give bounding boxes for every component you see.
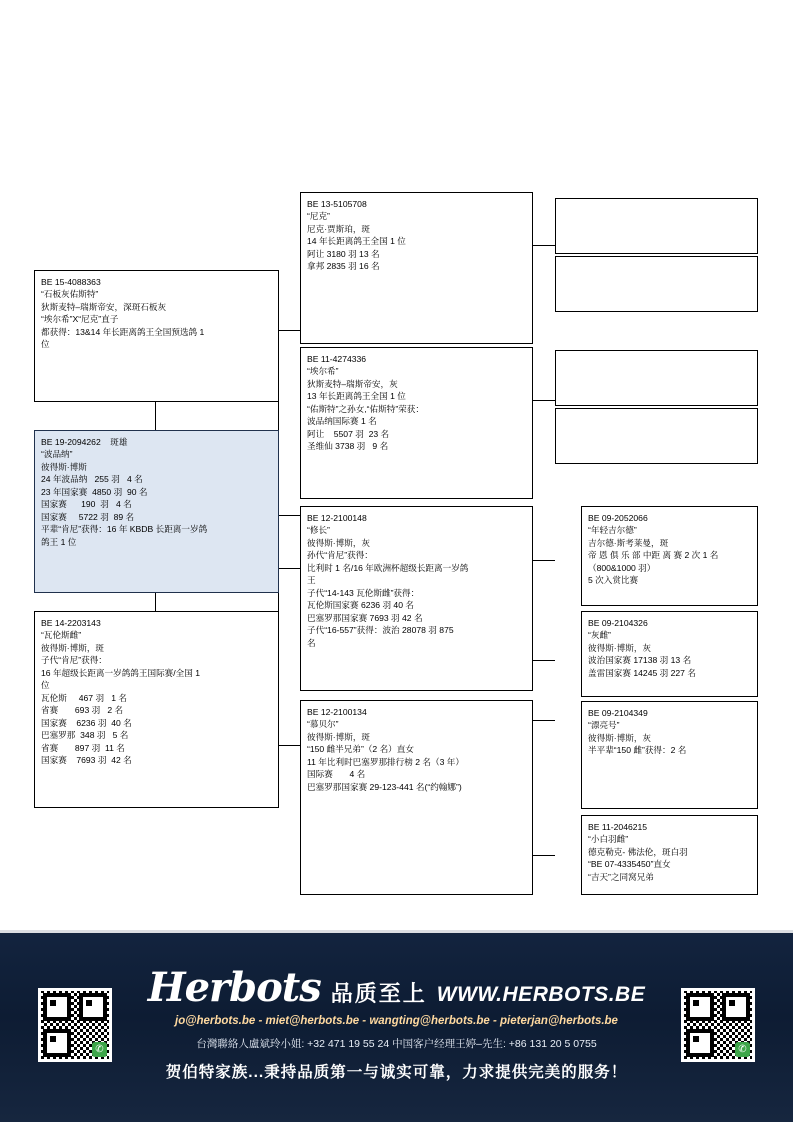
dam-line-5: 位: [41, 680, 50, 691]
ggp8-line-0: BE 11-2046215: [588, 822, 648, 832]
dam-line-3: 子代“肯尼”获得：: [41, 655, 107, 666]
dam-sire-line-1: “修长”: [307, 525, 330, 536]
sire-dam-line-6: 阿让 5507 羽 23 名: [307, 428, 390, 439]
sire-line-5: 位: [41, 339, 50, 350]
brand-block: [0, 964, 793, 1082]
great-grandparent-box-8: [581, 815, 758, 895]
sire-dam-line-1: “埃尔希”: [307, 366, 339, 377]
ggp5-line-0: BE 09-2052066: [588, 513, 648, 523]
ggp6-line-4: 盖雷国家赛 14245 羽 227 名: [588, 667, 696, 678]
ggp7-line-1: “漂亮号”: [588, 720, 620, 731]
great-grandparent-box-7: [581, 701, 758, 809]
sire-dam-line-7: 圣维仙 3738 羽 9 名: [307, 441, 389, 452]
sire-dam-line-2: 狄斯麦特–瑞斯帝安，灰: [307, 378, 398, 389]
ggp7-line-2: 彼得斯·博斯，灰: [588, 732, 652, 743]
sire-line-3: “埃尔希”X“尼克”直子: [41, 314, 119, 325]
brand-name: Herbots: [147, 964, 321, 1011]
dam-dam-line-4: 11 年比利时巴塞罗那排行榜 2 名（3 年）: [307, 756, 464, 767]
ggp5-line-5: 5 次入赏比赛: [588, 575, 639, 586]
sire-sire-line-5: 拿邦 2835 羽 16 名: [307, 261, 380, 272]
dam-line-9: 巴塞罗那 348 羽 5 名: [41, 730, 129, 741]
connector-line: [155, 402, 156, 430]
brand-row: [0, 964, 793, 1011]
sire-dam-line-5: 波品纳国际赛 1 名: [307, 416, 377, 427]
subject-line-2: 彼得斯·博斯: [41, 461, 87, 472]
sire-sire-line-4: 阿让 3180 羽 13 名: [307, 248, 380, 259]
dam-sire-line-5: 王: [307, 575, 316, 586]
connector-line: [533, 560, 555, 561]
connector-line: [533, 245, 555, 246]
connector-line: [155, 593, 156, 611]
connector-line: [278, 330, 300, 331]
subject-line-8: 鸽王 1 位: [41, 536, 77, 547]
ggp5-line-2: 吉尔德·斯考莱曼，斑: [588, 537, 669, 548]
connector-line: [533, 855, 555, 856]
dam-line-10: 省赛 897 羽 11 名: [41, 742, 125, 753]
ggp7-line-0: BE 09-2104349: [588, 708, 648, 718]
dam-sire-line-10: 名: [307, 637, 316, 648]
dam-dam-line-2: 彼得斯·博斯，斑: [307, 731, 371, 742]
sire-line-0: BE 15-4088363: [41, 277, 101, 287]
dam-dam-line-1: “慕贝尔”: [307, 719, 339, 730]
dam-line-4: 16 年超级长距离一岁鸽鸽王国际赛/全国 1: [41, 667, 201, 678]
contact-phones: 台灣聯絡人盧斌玲小姐: +32 471 19 55 24 中国客户经理王婷–先生: +86 131 20 5 0755: [196, 1038, 597, 1050]
sire-sire-line-0: BE 13-5105708: [307, 199, 367, 209]
dam-dam-box: [300, 700, 533, 895]
dam-line-0: BE 14-2203143: [41, 618, 101, 628]
dam-line-11: 国家赛 7693 羽 42 名: [41, 754, 132, 765]
connector-line: [278, 745, 300, 746]
connector-line: [278, 515, 300, 516]
connector-line: [278, 568, 300, 569]
dam-sire-line-3: 孙代“肯尼”获得：: [307, 550, 373, 561]
ggp8-line-3: “BE 07-4335450”直女: [588, 859, 671, 870]
connector-line: [533, 720, 555, 721]
ggp6-line-1: “灰雌”: [588, 630, 611, 641]
ggp8-line-2: 德克勒克- 佛法伦，斑白羽: [588, 846, 688, 857]
subject-line-0: BE 19-2094262 斑雄: [41, 437, 128, 447]
ggp5-line-4: （800&1000 羽）: [588, 562, 656, 573]
dam-sire-line-0: BE 12-2100148: [307, 513, 367, 523]
sire-line-2: 狄斯麦特–瑞斯帝安，深斑石板灰: [41, 301, 167, 312]
sire-dam-line-0: BE 11-4274336: [307, 354, 367, 364]
great-grandparent-box-4: [555, 408, 758, 464]
dam-line-2: 彼得斯·博斯，斑: [41, 642, 105, 653]
ggp7-line-3: 半平辈“150 雌”获得：2 名: [588, 745, 687, 756]
subject-line-7: 平辈“肯尼”获得：16 年 KBDB 长距离一岁鸽: [41, 524, 208, 535]
ggp8-line-4: “吉天”之同窝兄弟: [588, 871, 654, 882]
dam-sire-line-6: 子代“14-143 瓦伦斯雌”获得：: [307, 587, 420, 598]
dam-dam-line-0: BE 12-2100134: [307, 707, 367, 717]
dam-line-8: 国家赛 6236 羽 40 名: [41, 717, 132, 728]
ggp8-line-1: “小白羽雌”: [588, 834, 629, 845]
contact-emails[interactable]: jo@herbots.be - miet@herbots.be - wangting@herbots.be - pieterjan@herbots.be: [175, 1015, 618, 1027]
subject-pigeon-box: [34, 430, 279, 593]
sire-dam-line-4: “佑斯特”之孙女,“佑斯特”荣获：: [307, 403, 424, 414]
dam-dam-line-3: “150 雌半兄弟”（2 名）直女: [307, 744, 414, 755]
dam-sire-line-4: 比利时 1 名/16 年欧洲杯超级长距离一岁鸽: [307, 562, 469, 573]
subject-line-1: “波品纳”: [41, 449, 73, 460]
great-grandparent-box-5: [581, 506, 758, 606]
dam-sire-line-9: 子代“16-557”获得：波治 28078 羽 875: [307, 625, 454, 636]
wechat-icon: ✆: [92, 1042, 107, 1057]
dam-dam-line-5: 国际赛 4 名: [307, 769, 366, 780]
ggp6-line-2: 彼得斯·博斯，灰: [588, 642, 652, 653]
dam-sire-line-2: 彼得斯·博斯，灰: [307, 537, 371, 548]
dam-sire-line-8: 巴塞罗那国家赛 7693 羽 42 名: [307, 612, 423, 623]
connector-line: [533, 400, 555, 401]
sire-dam-box: [300, 347, 533, 499]
subject-line-6: 国家赛 5722 羽 89 名: [41, 511, 135, 522]
wechat-icon: ✆: [735, 1042, 750, 1057]
sire-sire-line-1: “尼克”: [307, 211, 330, 222]
brand-tagline-cn: 品质至上: [330, 981, 427, 1006]
brand-website-link[interactable]: WWW.HERBOTS.BE: [436, 983, 646, 1006]
sire-sire-line-2: 尼克·贾斯珀，斑: [307, 223, 371, 234]
dam-sire-box: [300, 506, 533, 691]
subject-line-5: 国家赛 190 羽 4 名: [41, 499, 132, 510]
dam-box: [34, 611, 279, 808]
ggp6-line-0: BE 09-2104326: [588, 618, 648, 628]
subject-line-4: 23 年国家赛 4850 羽 90 名: [41, 486, 148, 497]
ggp6-line-3: 波治国家赛 17138 羽 13 名: [588, 655, 692, 666]
dam-dam-line-6: 巴塞罗那国家赛 29-123-441 名(“约翰娜”): [307, 781, 462, 792]
great-grandparent-box-2: [555, 256, 758, 312]
great-grandparent-box-3: [555, 350, 758, 406]
dam-sire-line-7: 瓦伦斯国家赛 6236 羽 40 名: [307, 600, 414, 611]
brand-slogan: 贺伯特家族...秉持品质第一与诚实可靠，力求提供完美的服务！: [165, 1064, 628, 1081]
sire-sire-line-3: 14 年长距离鸽王全国 1 位: [307, 236, 406, 247]
sire-line-4: 都获得：13&14 年长距离鸽王全国预选鸽 1: [41, 326, 205, 337]
sire-sire-box: [300, 192, 533, 344]
sire-dam-line-3: 13 年长距离鸽王全国 1 位: [307, 391, 406, 402]
connector-line: [533, 660, 555, 661]
great-grandparent-box-6: [581, 611, 758, 697]
ggp5-line-3: 帝 恩 俱 乐 部 中距 离 赛 2 次 1 名: [588, 550, 719, 561]
subject-line-3: 24 年波品纳 255 羽 4 名: [41, 474, 143, 485]
dam-line-1: “瓦伦斯雌”: [41, 630, 82, 641]
footer-divider: [0, 930, 793, 933]
great-grandparent-box-1: [555, 198, 758, 254]
sire-box: [34, 270, 279, 402]
dam-line-7: 省赛 693 羽 2 名: [41, 705, 124, 716]
footer-banner: [0, 930, 793, 1122]
ggp5-line-1: “年轻吉尔德”: [588, 525, 637, 536]
dam-line-6: 瓦伦斯 467 羽 1 名: [41, 692, 127, 703]
sire-line-1: “石板灰佑斯特”: [41, 289, 99, 300]
